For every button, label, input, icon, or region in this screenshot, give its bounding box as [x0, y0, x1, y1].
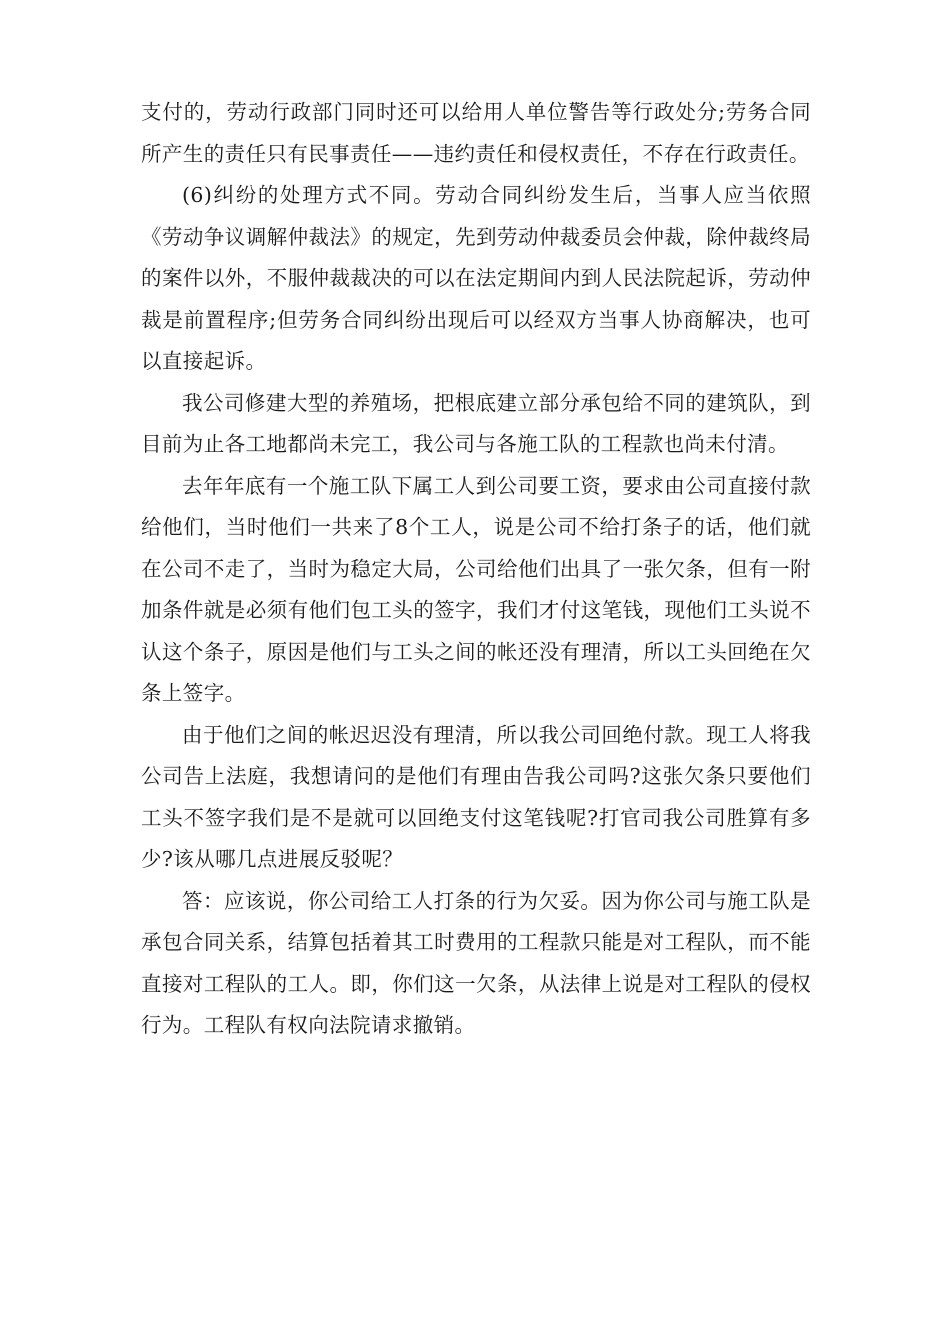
paragraph-dispute-handling: (6)纠纷的处理方式不同。劳动合同纠纷发生后，当事人应当依照《劳动争议调解仲裁法》的规定，先到劳动仲裁委员会仲裁，除仲裁终局的案件以外，不服仲裁裁决的可以在法定期间内到人民法院起诉，劳动仲裁是前置程序;但劳务合同纠纷出现后可以经双方当事人协商解决，也可以直接起诉。 [141, 183, 811, 373]
paragraph-question: 由于他们之间的帐迟迟没有理清，所以我公司回绝付款。现工人将我公司告上法庭，我想请问的是他们有理由告我公司吗?这张欠条只要他们工头不签字我们是不是就可以回绝支付这笔钱呢?打官司我公司胜算有多少?该从哪几点进展反驳呢？ [141, 722, 811, 871]
document-body [141, 92, 811, 1047]
paragraph-continuation: 支付的，劳动行政部门同时还可以给用人单位警告等行政处分;劳务合同所产生的责任只有民事责任——违约责任和侵权责任，不存在行政责任。 [141, 100, 811, 166]
paragraph-workers-iou: 去年年底有一个施工队下属工人到公司要工资，要求由公司直接付款给他们，当时他们一共来了8个工人，说是公司不给打条子的话，他们就在公司不走了，当时为稳定大局，公司给他们出具了一张欠条，但有一附加条件就是必须有他们包工头的签字，我们才付这笔钱，现他们工头说不认这个条子，原因是他们与工头之间的帐还没有理清，所以工头回绝在欠条上签字。 [141, 473, 811, 705]
paragraph-answer: 答：应该说，你公司给工人打条的行为欠妥。因为你公司与施工队是承包合同关系，结算包括着其工时费用的工程款只能是对工程队，而不能直接对工程队的工人。即，你们这一欠条，从法律上说是对工程队的侵权行为。工程队有权向法院请求撤销。 [141, 888, 811, 1037]
paragraph-company-background: 我公司修建大型的养殖场，把根底建立部分承包给不同的建筑队，到目前为止各工地都尚未完工，我公司与各施工队的工程款也尚未付清。 [141, 390, 811, 456]
